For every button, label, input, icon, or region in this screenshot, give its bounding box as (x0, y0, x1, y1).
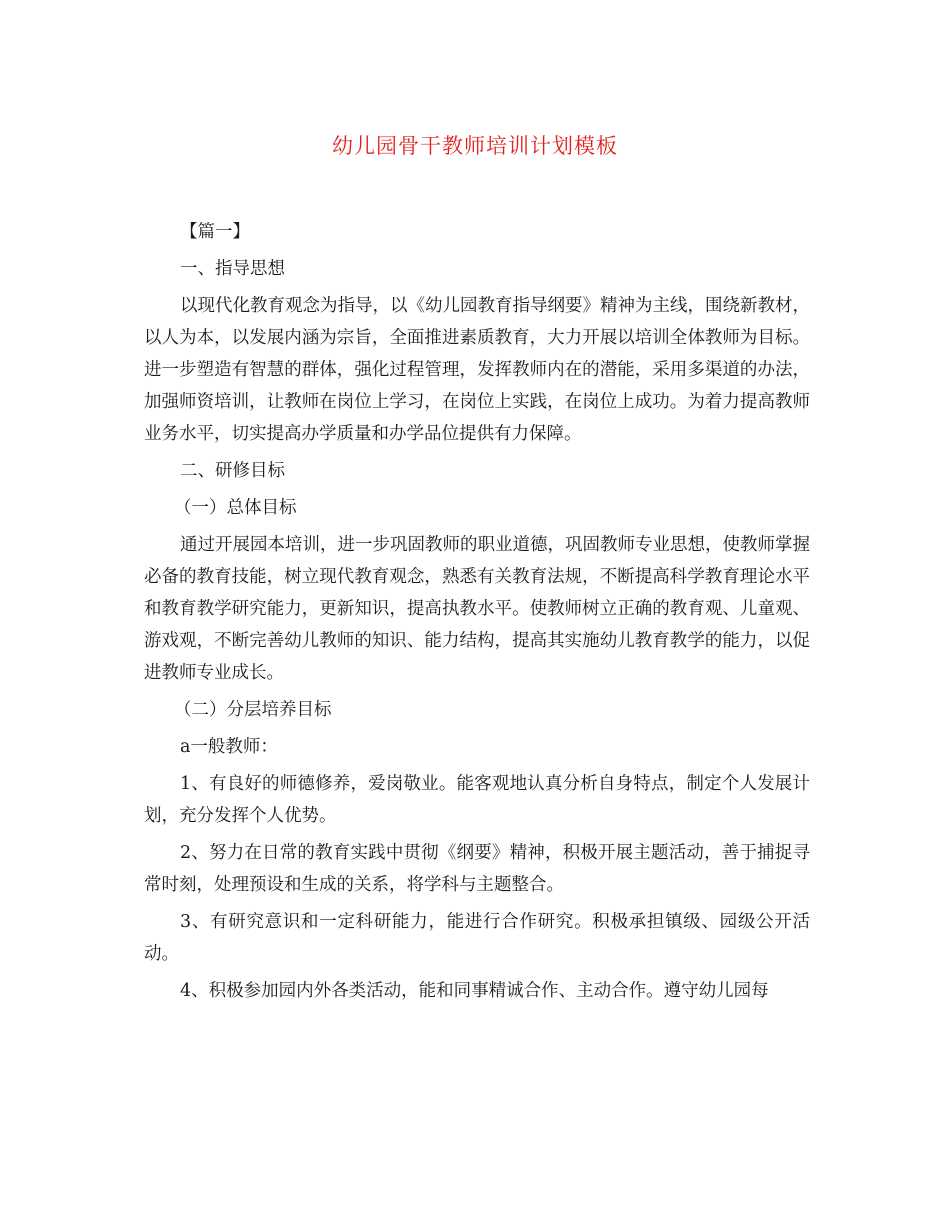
section-label: 【篇一】 (180, 222, 250, 242)
heading-training-goals: 二、研修目标 (180, 461, 285, 481)
heading-guiding-thought: 一、指导思想 (180, 259, 285, 279)
subheading-overall-goal: （一）总体目标 (174, 498, 297, 518)
paragraph-overall-goal: 通过开展园本培训，进一步巩固教师的职业道德，巩固教师专业思想，使教师掌握必备的教育技能，树立现代教育观念，熟悉有关教育法规，不断提高科学教育理论水平和教育教学研究能力，更新知识，提高执教水平。使教师树立正确的教育观、儿童观、游戏观，不断完善幼儿教师的知识、能力结构，提高其实施幼儿教育教学的能力，以促进教师专业成长。 (144, 535, 810, 683)
subheading-tiered-goals: （二）分层培养目标 (174, 700, 332, 720)
document-title: 幼儿园骨干教师培训计划模板 (332, 134, 618, 158)
list-item: 4、积极参加园内外各类活动，能和同事精诚合作、主动合作。遵守幼儿园每 (180, 981, 769, 1001)
paragraph-guiding-thought: 以现代化教育观念为指导，以《幼儿园教育指导纲要》精神为主线，围绕新教材，以人为本，以发展内涵为宗旨，全面推进素质教育，大力开展以培训全体教师为目标。进一步塑造有智慧的群体，强化过程管理，发挥教师内在的潜能，采用多渠道的办法，加强师资培训，让教师在岗位上学习，在岗位上实践，在岗位上成功。为着力提高教师业务水平，切实提高办学质量和办学品位提供有力保障。 (144, 296, 810, 444)
list-item: 3、有研究意识和一定科研能力，能进行合作研究。积极承担镇级、园级公开活动。 (144, 912, 810, 964)
list-item: 1、有良好的师德修养，爱岗敬业。能客观地认真分析自身特点，制定个人发展计划，充分发挥个人优势。 (144, 774, 810, 826)
document-body (144, 216, 810, 1012)
list-item: 2、努力在日常的教育实践中贯彻《纲要》精神，积极开展主题活动，善于捕捉寻常时刻，处理预设和生成的关系，将学科与主题整合。 (144, 843, 810, 895)
group-label-general-teachers: a一般教师： (180, 737, 278, 757)
